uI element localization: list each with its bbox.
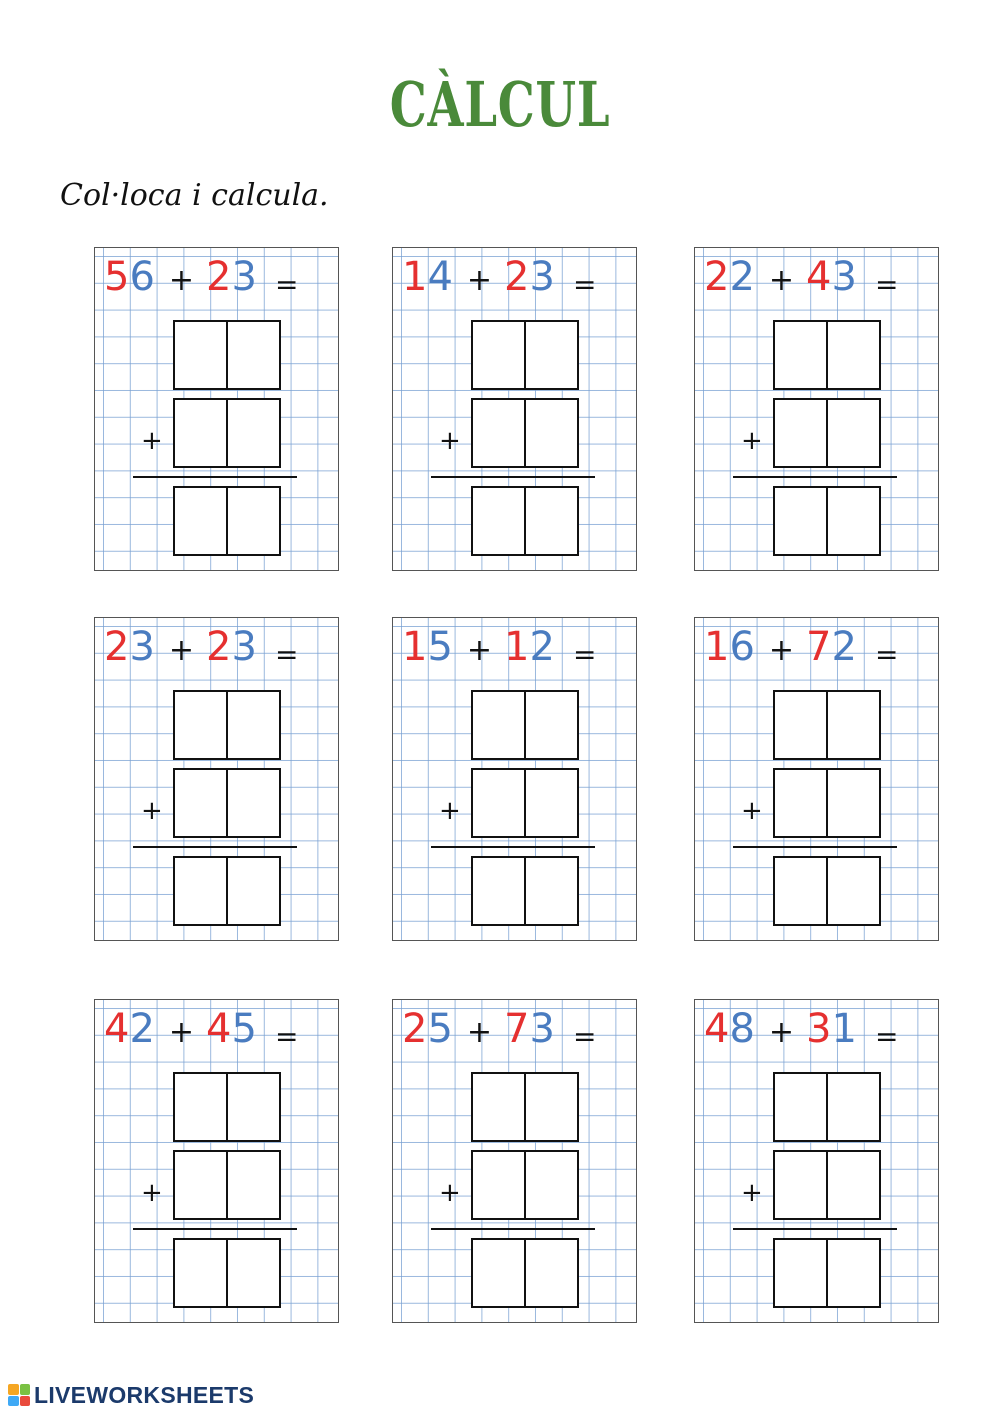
units-input-box[interactable] [826, 488, 879, 554]
second-addend-boxes [773, 768, 881, 838]
second-addend-tens: 2 [206, 624, 232, 670]
first-addend-boxes [471, 1072, 579, 1142]
tens-input-box[interactable] [175, 1152, 226, 1218]
page-title: CÀLCUL [389, 68, 611, 141]
second-addend-units: 3 [529, 1006, 555, 1052]
second-addend-tens: 4 [206, 1006, 232, 1052]
addition-expression [704, 252, 898, 302]
tens-input-box[interactable] [775, 858, 826, 924]
tens-input-box[interactable] [473, 692, 524, 758]
column-plus-sign: + [439, 426, 461, 456]
exercise-card [392, 999, 637, 1323]
sum-divider-line [133, 1228, 297, 1230]
units-input-box[interactable] [524, 488, 577, 554]
units-input-box[interactable] [226, 858, 279, 924]
first-addend-boxes [773, 320, 881, 390]
sum-divider-line [431, 846, 595, 848]
instruction-text: Col·loca i calcula. [60, 178, 329, 213]
units-input-box[interactable] [524, 322, 577, 388]
equals-sign: = [274, 638, 299, 671]
second-addend-units: 1 [831, 1006, 857, 1052]
tens-input-box[interactable] [473, 322, 524, 388]
second-addend-tens: 1 [504, 624, 530, 670]
equals-sign: = [274, 1020, 299, 1053]
first-addend-tens: 1 [402, 624, 428, 670]
equals-sign: = [874, 638, 899, 671]
units-input-box[interactable] [826, 692, 879, 758]
second-addend-boxes [173, 768, 281, 838]
second-addend-tens: 7 [504, 1006, 530, 1052]
first-addend-units: 3 [129, 624, 155, 670]
first-addend-tens: 5 [104, 254, 130, 300]
result-boxes [173, 856, 281, 926]
result-boxes [173, 486, 281, 556]
tens-input-box[interactable] [775, 770, 826, 836]
column-plus-sign: + [439, 1178, 461, 1208]
tens-input-box[interactable] [775, 322, 826, 388]
units-input-box[interactable] [226, 488, 279, 554]
tens-input-box[interactable] [473, 1074, 524, 1140]
units-input-box[interactable] [524, 692, 577, 758]
exercise-card [94, 999, 339, 1323]
tens-input-box[interactable] [175, 858, 226, 924]
equals-sign: = [572, 1020, 597, 1053]
tens-input-box[interactable] [473, 770, 524, 836]
result-boxes [471, 1238, 579, 1308]
second-addend-units: 3 [831, 254, 857, 300]
tens-input-box[interactable] [473, 858, 524, 924]
first-addend-tens: 2 [704, 254, 730, 300]
tens-input-box[interactable] [775, 488, 826, 554]
units-input-box[interactable] [826, 1240, 879, 1306]
first-addend-boxes [173, 690, 281, 760]
liveworksheets-logo-icon [8, 1384, 30, 1406]
first-addend-tens: 4 [704, 1006, 730, 1052]
units-input-box[interactable] [226, 400, 279, 466]
tens-input-box[interactable] [775, 692, 826, 758]
units-input-box[interactable] [524, 1074, 577, 1140]
sum-divider-line [431, 1228, 595, 1230]
second-addend-units: 2 [831, 624, 857, 670]
second-addend-boxes [471, 398, 579, 468]
column-plus-sign: + [141, 426, 163, 456]
first-addend-boxes [173, 320, 281, 390]
first-addend-boxes [173, 1072, 281, 1142]
tens-input-box[interactable] [175, 770, 226, 836]
second-addend-tens: 2 [504, 254, 530, 300]
units-input-box[interactable] [826, 858, 879, 924]
first-addend-units: 5 [427, 1006, 453, 1052]
addition-expression [104, 1004, 298, 1054]
column-plus-sign: + [141, 796, 163, 826]
footer-brand-text: LIVEWORKSHEETS [34, 1381, 255, 1408]
exercise-card [694, 617, 939, 941]
equals-sign: = [572, 268, 597, 301]
first-addend-boxes [471, 690, 579, 760]
column-plus-sign: + [741, 796, 763, 826]
first-addend-tens: 1 [704, 624, 730, 670]
footer-brand [8, 1382, 254, 1408]
first-addend-tens: 4 [104, 1006, 130, 1052]
tens-input-box[interactable] [473, 400, 524, 466]
tens-input-box[interactable] [175, 322, 226, 388]
units-input-box[interactable] [826, 1074, 879, 1140]
addition-expression [402, 1004, 596, 1054]
first-addend-units: 2 [129, 1006, 155, 1052]
first-addend-units: 5 [427, 624, 453, 670]
second-addend-units: 2 [529, 624, 555, 670]
second-addend-boxes [173, 398, 281, 468]
second-addend-tens: 7 [806, 624, 832, 670]
first-addend-units: 6 [729, 624, 755, 670]
second-addend-boxes [173, 1150, 281, 1220]
column-plus-sign: + [439, 796, 461, 826]
exercise-card [694, 247, 939, 571]
units-input-box[interactable] [826, 322, 879, 388]
first-addend-tens: 1 [402, 254, 428, 300]
second-addend-boxes [773, 398, 881, 468]
sum-divider-line [733, 1228, 897, 1230]
tens-input-box[interactable] [775, 1074, 826, 1140]
first-addend-units: 2 [729, 254, 755, 300]
second-addend-boxes [471, 1150, 579, 1220]
exercise-card [392, 247, 637, 571]
plus-operator: + [768, 633, 795, 668]
addition-expression [104, 252, 298, 302]
first-addend-boxes [773, 1072, 881, 1142]
exercise-card [392, 617, 637, 941]
result-boxes [173, 1238, 281, 1308]
equals-sign: = [874, 268, 899, 301]
first-addend-boxes [471, 320, 579, 390]
second-addend-units: 5 [231, 1006, 257, 1052]
units-input-box[interactable] [226, 1074, 279, 1140]
sum-divider-line [733, 846, 897, 848]
tens-input-box[interactable] [473, 488, 524, 554]
second-addend-tens: 4 [806, 254, 832, 300]
plus-operator: + [168, 633, 195, 668]
units-input-box[interactable] [226, 1152, 279, 1218]
exercise-card [94, 617, 339, 941]
sum-divider-line [431, 476, 595, 478]
units-input-box[interactable] [826, 770, 879, 836]
sum-divider-line [733, 476, 897, 478]
tens-input-box[interactable] [473, 1152, 524, 1218]
addition-expression [402, 622, 596, 672]
addition-expression [402, 252, 596, 302]
column-plus-sign: + [141, 1178, 163, 1208]
second-addend-boxes [773, 1150, 881, 1220]
tens-input-box[interactable] [775, 1240, 826, 1306]
column-plus-sign: + [741, 426, 763, 456]
result-boxes [773, 856, 881, 926]
units-input-box[interactable] [524, 400, 577, 466]
tens-input-box[interactable] [175, 488, 226, 554]
column-plus-sign: + [741, 1178, 763, 1208]
result-boxes [471, 486, 579, 556]
plus-operator: + [768, 263, 795, 298]
units-input-box[interactable] [826, 1152, 879, 1218]
units-input-box[interactable] [226, 770, 279, 836]
tens-input-box[interactable] [175, 1074, 226, 1140]
result-boxes [773, 486, 881, 556]
sum-divider-line [133, 846, 297, 848]
plus-operator: + [168, 263, 195, 298]
second-addend-tens: 3 [806, 1006, 832, 1052]
first-addend-tens: 2 [104, 624, 130, 670]
second-addend-units: 3 [231, 624, 257, 670]
first-addend-units: 4 [427, 254, 453, 300]
result-boxes [471, 856, 579, 926]
units-input-box[interactable] [524, 858, 577, 924]
equals-sign: = [274, 268, 299, 301]
plus-operator: + [168, 1015, 195, 1050]
units-input-box[interactable] [524, 770, 577, 836]
sum-divider-line [133, 476, 297, 478]
exercise-card [94, 247, 339, 571]
units-input-box[interactable] [524, 1152, 577, 1218]
addition-expression [704, 1004, 898, 1054]
addition-expression [704, 622, 898, 672]
second-addend-units: 3 [529, 254, 555, 300]
first-addend-boxes [773, 690, 881, 760]
tens-input-box[interactable] [473, 1240, 524, 1306]
result-boxes [773, 1238, 881, 1308]
units-input-box[interactable] [826, 400, 879, 466]
first-addend-units: 8 [729, 1006, 755, 1052]
exercise-card [694, 999, 939, 1323]
tens-input-box[interactable] [775, 1152, 826, 1218]
plus-operator: + [466, 633, 493, 668]
units-input-box[interactable] [226, 322, 279, 388]
second-addend-boxes [471, 768, 579, 838]
addition-expression [104, 622, 298, 672]
units-input-box[interactable] [226, 692, 279, 758]
second-addend-units: 3 [231, 254, 257, 300]
units-input-box[interactable] [524, 1240, 577, 1306]
tens-input-box[interactable] [175, 400, 226, 466]
units-input-box[interactable] [226, 1240, 279, 1306]
tens-input-box[interactable] [175, 1240, 226, 1306]
plus-operator: + [768, 1015, 795, 1050]
first-addend-units: 6 [129, 254, 155, 300]
tens-input-box[interactable] [775, 400, 826, 466]
tens-input-box[interactable] [175, 692, 226, 758]
equals-sign: = [874, 1020, 899, 1053]
first-addend-tens: 2 [402, 1006, 428, 1052]
equals-sign: = [572, 638, 597, 671]
plus-operator: + [466, 263, 493, 298]
second-addend-tens: 2 [206, 254, 232, 300]
plus-operator: + [466, 1015, 493, 1050]
